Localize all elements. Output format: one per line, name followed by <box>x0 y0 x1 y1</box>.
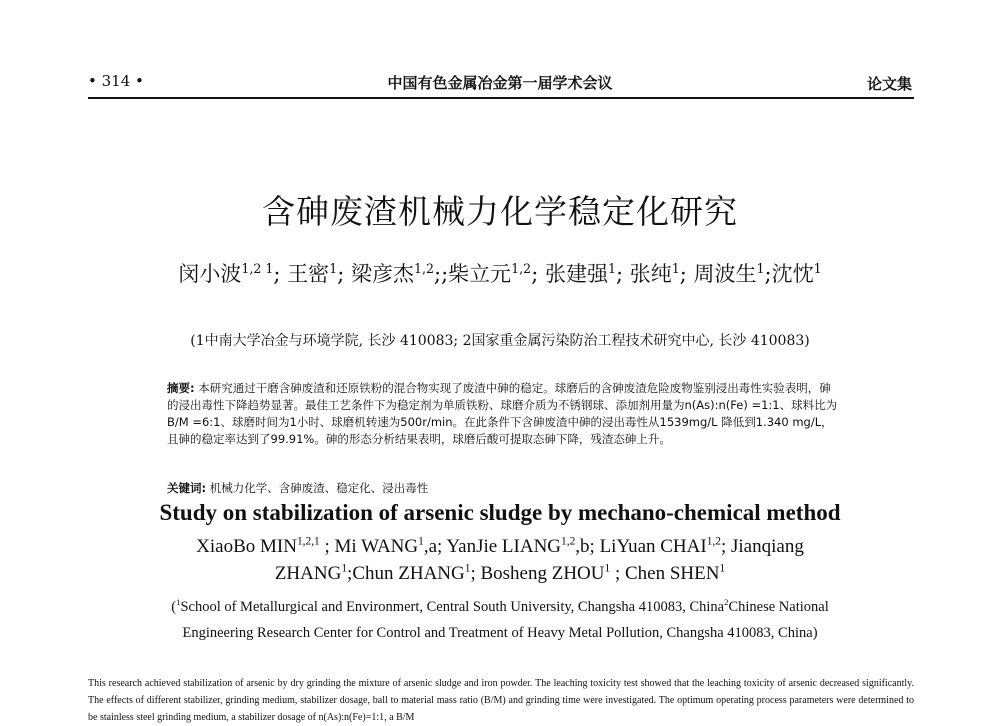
author-cn: 梁彦杰 <box>350 262 414 286</box>
authors-en <box>0 533 1000 587</box>
keywords-text: 机械力化学、含砷废渣、稳定化、浸出毒性 <box>209 481 429 495</box>
paper-title-cn: 含砷废渣机械力化学稳定化研究 <box>262 192 738 231</box>
abstract-en: This research achieved stabilization of arsenic by dry grinding the mixture of arsenic sludge and iron powder. The leaching toxicity test showed that the leaching toxicity of arsenic decreased significantly. The effects of different stabilizer, grinding medium, stabilizer dosage, ball to material mass ratio (B/M) and grinding time were investigated. The optimum operating process parameters were determined to be stainless steel grinding medium, a stabilizer dosage of n(As):n(Fe)=1:1, a B/M <box>88 678 914 723</box>
authors-en-line1: XiaoBo MIN$^{1,2,1}$ ; Mi WANG$^1$,a; YanJie LIANG$^{1,2}$,b; LiYuan CHAI$^{1,2}$; Jianqiang <box>196 535 804 557</box>
author-cn: 张建强 <box>544 262 608 286</box>
paper-title-en: Study on stabilization of arsenic sludge by mechano-chemical method <box>159 500 841 525</box>
author-cn: 张纯 <box>629 262 672 286</box>
author-cn: 王密 <box>287 262 330 286</box>
keywords-cn <box>167 480 842 496</box>
section-label: 论文集 <box>866 75 912 93</box>
abstract-cn <box>167 380 842 448</box>
author-cn: 柴立元 <box>448 262 512 286</box>
abstract-text: 本研究通过干磨含砷废渣和还原铁粉的混合物实现了废渣中砷的稳定。球磨后的含砷废渣危险废物鉴别浸出毒性实验表明，砷的浸出毒性下降趋势显著。最佳工艺条件下为稳定剂为单质铁粉、球磨介质为不锈钢球、添加剂用量为n(As):n(Fe) =1:1、球料比为B/M =6:1、球磨时间为1小时、球磨机转速为500r/min。在此条件下含砷废渣中砷的浸出毒性从1539mg/L 降低到1.340 mg/L，且砷的稳定率达到了99.91%。砷的形态分析结果表明，球磨后酸可提取态砷下降，残渣态砷上升。 <box>167 381 838 446</box>
affiliation-cn: (1中南大学冶金与环境学院, 长沙 410083; 2国家重金属污染防治工程技术研究中心, 长沙 410083) <box>190 333 810 349</box>
author-cn: 周波生 <box>693 262 757 286</box>
abstract-label: 摘要: <box>167 381 195 395</box>
authors-cn: 闵小波$^{1,2 1}$; 王密$^1$; 梁彦杰$^{1,2}$;;柴立元$^{1,2}$; 张建强$^1$; 张纯$^1$; 周波生$^1$;沈忱$^1$ <box>178 261 822 286</box>
author-cn: 沈忱 <box>771 262 814 286</box>
affiliation-en: ($^1$School of Metallurgical and Environmert, Central South University, Changsha 410083, China$^2$Chinese National Engineering Research Center for Control and Treatment of Heavy Metal Pollution, Changsha 410083, China) <box>171 597 829 641</box>
keywords-label: 关键词: <box>167 481 207 495</box>
authors-en-line2: ZHANG$^1$;Chun ZHANG$^1$; Bosheng ZHOU$^1$ ; Chen SHEN$^1$ <box>274 562 726 584</box>
author-cn: 闵小波 <box>178 262 242 286</box>
header-rule <box>88 97 914 99</box>
journal-title: 中国有色金属冶金第一届学术会议 <box>387 74 613 92</box>
page-number: • 314 • <box>88 72 144 90</box>
